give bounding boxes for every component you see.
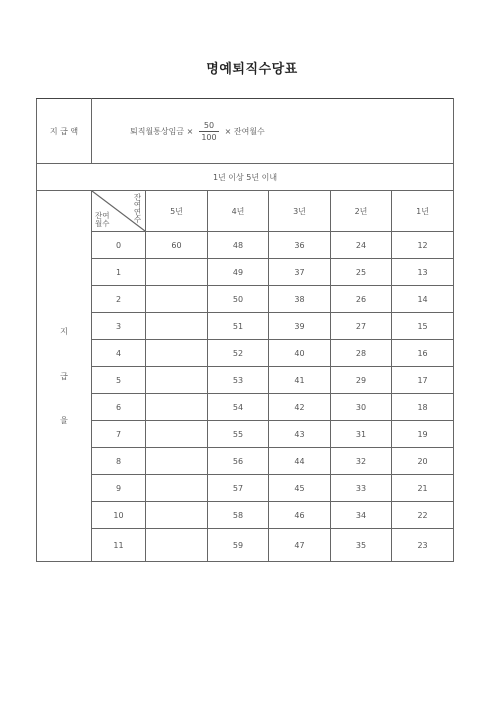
value-cell <box>146 475 208 502</box>
value-cell: 24 <box>331 232 392 259</box>
column-header: 1년 <box>392 191 454 232</box>
value-cell: 50 <box>208 286 269 313</box>
value-cell: 41 <box>269 367 331 394</box>
table-row <box>37 259 454 286</box>
value-cell: 53 <box>208 367 269 394</box>
value-cell: 15 <box>392 313 454 340</box>
value-cell: 54 <box>208 394 269 421</box>
month-cell: 10 <box>92 502 146 529</box>
value-cell: 40 <box>269 340 331 367</box>
value-cell: 38 <box>269 286 331 313</box>
rate-label-char: 율 <box>60 416 68 425</box>
rate-label-char: 급 <box>60 371 68 381</box>
table-row <box>37 340 454 367</box>
table-row <box>37 502 454 529</box>
fraction-numerator: 50 <box>199 121 219 132</box>
value-cell <box>146 340 208 367</box>
formula-suffix: × 잔여월수 <box>224 126 265 136</box>
month-cell: 1 <box>92 259 146 286</box>
value-cell: 16 <box>392 340 454 367</box>
value-cell: 32 <box>331 448 392 475</box>
value-cell <box>146 529 208 562</box>
month-cell: 7 <box>92 421 146 448</box>
remaining-months-label: 잔여월수 <box>95 211 110 228</box>
month-cell: 5 <box>92 367 146 394</box>
column-header: 5년 <box>146 191 208 232</box>
payment-rate-label <box>37 191 92 562</box>
value-cell <box>146 259 208 286</box>
month-cell: 4 <box>92 340 146 367</box>
value-cell <box>146 367 208 394</box>
month-cell: 2 <box>92 286 146 313</box>
value-cell: 44 <box>269 448 331 475</box>
table-row <box>37 475 454 502</box>
value-cell: 48 <box>208 232 269 259</box>
table-row <box>37 313 454 340</box>
value-cell: 43 <box>269 421 331 448</box>
table-row <box>37 421 454 448</box>
value-cell: 34 <box>331 502 392 529</box>
value-cell: 17 <box>392 367 454 394</box>
month-cell: 6 <box>92 394 146 421</box>
value-cell: 20 <box>392 448 454 475</box>
value-cell: 14 <box>392 286 454 313</box>
month-cell: 11 <box>92 529 146 562</box>
value-cell <box>146 448 208 475</box>
payment-amount-formula <box>92 99 454 164</box>
value-cell <box>146 286 208 313</box>
table-row <box>37 448 454 475</box>
value-cell: 33 <box>331 475 392 502</box>
value-cell: 31 <box>331 421 392 448</box>
table-row <box>37 529 454 562</box>
value-cell: 25 <box>331 259 392 286</box>
value-cell: 51 <box>208 313 269 340</box>
month-cell: 9 <box>92 475 146 502</box>
value-cell: 35 <box>331 529 392 562</box>
column-header: 3년 <box>269 191 331 232</box>
table-row <box>37 232 454 259</box>
value-cell: 39 <box>269 313 331 340</box>
formula-prefix: 퇴직월통상임금 × <box>130 126 194 136</box>
range-note: 1년 이상 5년 이내 <box>37 164 454 191</box>
value-cell: 36 <box>269 232 331 259</box>
value-cell: 21 <box>392 475 454 502</box>
column-header: 4년 <box>208 191 269 232</box>
value-cell: 26 <box>331 286 392 313</box>
value-cell: 52 <box>208 340 269 367</box>
value-cell: 46 <box>269 502 331 529</box>
value-cell: 23 <box>392 529 454 562</box>
value-cell <box>146 502 208 529</box>
value-cell <box>146 313 208 340</box>
value-cell: 55 <box>208 421 269 448</box>
value-cell: 22 <box>392 502 454 529</box>
value-cell: 30 <box>331 394 392 421</box>
month-cell: 3 <box>92 313 146 340</box>
value-cell: 12 <box>392 232 454 259</box>
column-header: 2년 <box>331 191 392 232</box>
value-cell: 18 <box>392 394 454 421</box>
value-cell: 60 <box>146 232 208 259</box>
remaining-years-label: 잔여연수 <box>133 193 142 223</box>
value-cell <box>146 421 208 448</box>
value-cell: 27 <box>331 313 392 340</box>
value-cell: 58 <box>208 502 269 529</box>
value-cell: 59 <box>208 529 269 562</box>
document-title: 명예퇴직수당표 <box>206 62 298 77</box>
rate-label-char: 지 <box>60 327 68 336</box>
table-row <box>37 286 454 313</box>
month-cell: 8 <box>92 448 146 475</box>
value-cell: 57 <box>208 475 269 502</box>
payment-amount-label: 지 급 액 <box>37 99 92 164</box>
value-cell <box>146 394 208 421</box>
value-cell: 37 <box>269 259 331 286</box>
value-cell: 29 <box>331 367 392 394</box>
formula-fraction <box>196 121 221 142</box>
value-cell: 42 <box>269 394 331 421</box>
allowance-table <box>36 98 454 562</box>
table-row <box>37 394 454 421</box>
value-cell: 13 <box>392 259 454 286</box>
value-cell: 45 <box>269 475 331 502</box>
value-cell: 49 <box>208 259 269 286</box>
table-row <box>37 367 454 394</box>
value-cell: 28 <box>331 340 392 367</box>
fraction-denominator: 100 <box>201 132 217 142</box>
value-cell: 56 <box>208 448 269 475</box>
month-cell: 0 <box>92 232 146 259</box>
value-cell: 19 <box>392 421 454 448</box>
value-cell: 47 <box>269 529 331 562</box>
diagonal-header-cell <box>92 191 146 232</box>
